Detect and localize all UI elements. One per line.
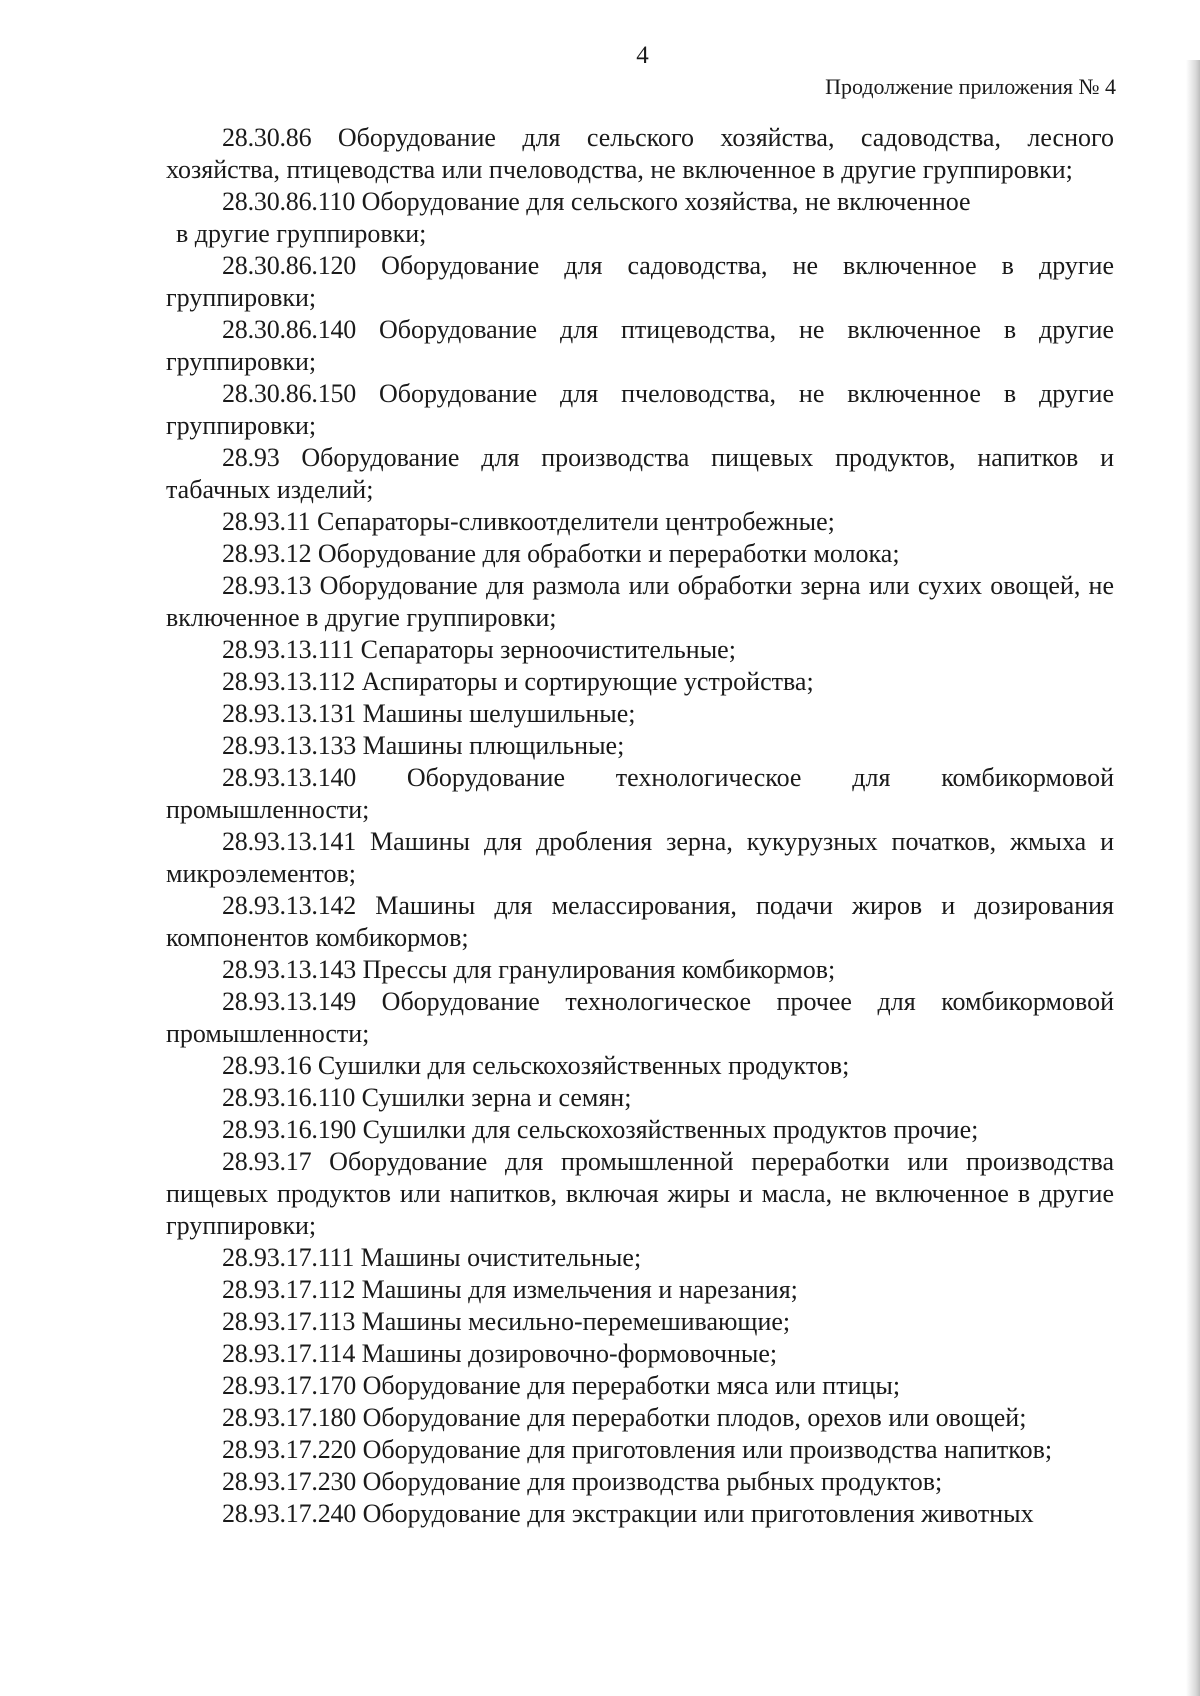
- entry-28-30-86-110: [166, 186, 1114, 250]
- entry-text: Машины плющильные;: [362, 731, 625, 760]
- entry-code: 28.93.17.113: [222, 1307, 356, 1336]
- entry-text: Оборудование технологическое прочее для комбикормовой промышленности;: [166, 987, 1115, 1048]
- entry-text: Оборудование для сельского хозяйства, садоводства, лесного хозяйства, птицеводства или пчеловодства, не включенное в другие группировки;: [166, 123, 1114, 184]
- entry-28-93-13-131: [166, 698, 1114, 730]
- entry-text: Машины шелушильные;: [362, 699, 636, 728]
- entry-text: Оборудование для размола или обработки зерна или сухих овощей, не включенное в другие группировки;: [166, 571, 1114, 632]
- entry-code: 28.93.16: [222, 1051, 312, 1080]
- entry-text: Оборудование для переработки мяса или птицы;: [362, 1371, 901, 1400]
- entry-code: 28.93.17.170: [222, 1371, 357, 1400]
- entry-code: 28.93.13: [222, 571, 312, 600]
- entry-28-93-13-142: [166, 890, 1114, 954]
- entry-code: 28.93.16.190: [222, 1115, 357, 1144]
- entry-code: 28.93.17.111: [222, 1243, 355, 1272]
- entry-text: Оборудование для приготовления или производства напитков;: [362, 1435, 1053, 1464]
- entry-code: 28.93.17.112: [222, 1275, 356, 1304]
- entry-code: 28.93: [222, 443, 280, 472]
- entry-text: Оборудование для обработки и переработки молока;: [317, 539, 900, 568]
- entry-text: Машины дозировочно-формовочные;: [361, 1339, 778, 1368]
- entry-28-93-13-133: [166, 730, 1114, 762]
- entry-text: Машины для дробления зерна, кукурузных початков, жмыха и микроэлементов;: [166, 827, 1115, 888]
- entry-text: Аспираторы и сортирующие устройства;: [361, 667, 814, 696]
- entry-28-93-17-170: [166, 1370, 1114, 1402]
- entry-28-30-86-140: [166, 314, 1114, 378]
- entry-28-93-16-190: [166, 1114, 1114, 1146]
- entry-28-93-17-240: [166, 1498, 1114, 1530]
- entry-text: Оборудование для переработки плодов, орехов или овощей;: [362, 1403, 1027, 1432]
- entry-text: Оборудование для птицеводства, не включенное в другие группировки;: [166, 315, 1114, 376]
- entry-28-93-17-112: [166, 1274, 1114, 1306]
- entry-28-93-12: [166, 538, 1114, 570]
- entry-28-93-17-114: [166, 1338, 1114, 1370]
- entry-28-93-13-141: [166, 826, 1114, 890]
- entry-code: 28.93.16.110: [222, 1083, 356, 1112]
- entry-28-93-13-112: [166, 666, 1114, 698]
- entry-text: Сушилки для сельскохозяйственных продуктов прочие;: [362, 1115, 979, 1144]
- entry-code: 28.93.17.114: [222, 1339, 356, 1368]
- entry-code: 28.93.17.180: [222, 1403, 357, 1432]
- entry-text: Оборудование для экстракции или приготовления животных: [362, 1499, 1034, 1528]
- entry-text-continuation: в другие группировки;: [176, 219, 427, 248]
- entry-text: Машины для мелассирования, подачи жиров и дозирования компонентов комбикормов;: [166, 891, 1114, 952]
- entry-text: Сушилки зерна и семян;: [361, 1083, 632, 1112]
- entry-28-93-13-140: [166, 762, 1114, 826]
- entry-28-93-17-113: [166, 1306, 1114, 1338]
- entry-28-30-86-120: [166, 250, 1114, 314]
- entry-text: Оборудование технологическое для комбикормовой промышленности;: [166, 763, 1114, 824]
- entry-text: Сепараторы зерноочистительные;: [360, 635, 736, 664]
- appendix-header: Продолжение приложения № 4: [825, 74, 1116, 99]
- entry-28-93-17-220: [166, 1434, 1114, 1466]
- document-body: [166, 122, 1114, 1530]
- entry-code: 28.93.12: [222, 539, 312, 568]
- entry-code: 28.93.13.142: [222, 891, 357, 920]
- entry-28-93-13-111: [166, 634, 1114, 666]
- entry-code: 28.30.86.140: [222, 315, 357, 344]
- entry-code: 28.93.13.133: [222, 731, 357, 760]
- entry-28-93-17-111: [166, 1242, 1114, 1274]
- entry-text: Оборудование для производства рыбных продуктов;: [362, 1467, 943, 1496]
- entry-code: 28.93.13.140: [222, 763, 357, 792]
- entry-text: Сепараторы-сливкоотделители центробежные;: [316, 507, 835, 536]
- entry-28-30-86: [166, 122, 1114, 186]
- entry-28-93-16: [166, 1050, 1114, 1082]
- entry-28-93-11: [166, 506, 1114, 538]
- entry-code: 28.30.86.150: [222, 379, 357, 408]
- entry-code: 28.93.17.240: [222, 1499, 357, 1528]
- entry-code: 28.93.17.220: [222, 1435, 357, 1464]
- entry-code: 28.93.13.131: [222, 699, 357, 728]
- entry-28-93-17: [166, 1146, 1114, 1242]
- page-number: 4: [636, 42, 649, 69]
- entry-28-93-13-149: [166, 986, 1114, 1050]
- entry-code: 28.93.13.149: [222, 987, 357, 1016]
- entry-text: Оборудование для сельского хозяйства, не включенное: [361, 187, 971, 216]
- entry-28-30-86-150: [166, 378, 1114, 442]
- entry-code: 28.30.86: [222, 123, 312, 152]
- entry-text: Машины месильно-перемешивающие;: [361, 1307, 791, 1336]
- entry-text: Машины очистительные;: [360, 1243, 642, 1272]
- entry-code: 28.93.13.143: [222, 955, 357, 984]
- entry-text: Оборудование для производства пищевых продуктов, напитков и табачных изделий;: [166, 443, 1114, 504]
- entry-code: 28.93.17: [222, 1147, 312, 1176]
- entry-28-93-13: [166, 570, 1114, 634]
- entry-text: Оборудование для садоводства, не включенное в другие группировки;: [166, 251, 1114, 312]
- entry-text: Оборудование для пчеловодства, не включенное в другие группировки;: [166, 379, 1114, 440]
- entry-28-93: [166, 442, 1114, 506]
- entry-code: 28.30.86.120: [222, 251, 357, 280]
- page-edge-shadow: [1186, 60, 1200, 1696]
- entry-code: 28.93.13.141: [222, 827, 357, 856]
- entry-code: 28.30.86.110: [222, 187, 356, 216]
- entry-code: 28.93.13.112: [222, 667, 356, 696]
- entry-code: 28.93.13.111: [222, 635, 355, 664]
- entry-28-93-16-110: [166, 1082, 1114, 1114]
- entry-code: 28.93.17.230: [222, 1467, 357, 1496]
- entry-28-93-17-230: [166, 1466, 1114, 1498]
- entry-code: 28.93.11: [222, 507, 311, 536]
- entry-28-93-13-143: [166, 954, 1114, 986]
- entry-28-93-17-180: [166, 1402, 1114, 1434]
- entry-text: Оборудование для промышленной переработки или производства пищевых продуктов или напитков, включая жиры и масла, не включенное в другие группировки;: [166, 1147, 1115, 1240]
- entry-text: Прессы для гранулирования комбикормов;: [362, 955, 836, 984]
- entry-text: Сушилки для сельскохозяйственных продуктов;: [317, 1051, 850, 1080]
- entry-text: Машины для измельчения и нарезания;: [361, 1275, 798, 1304]
